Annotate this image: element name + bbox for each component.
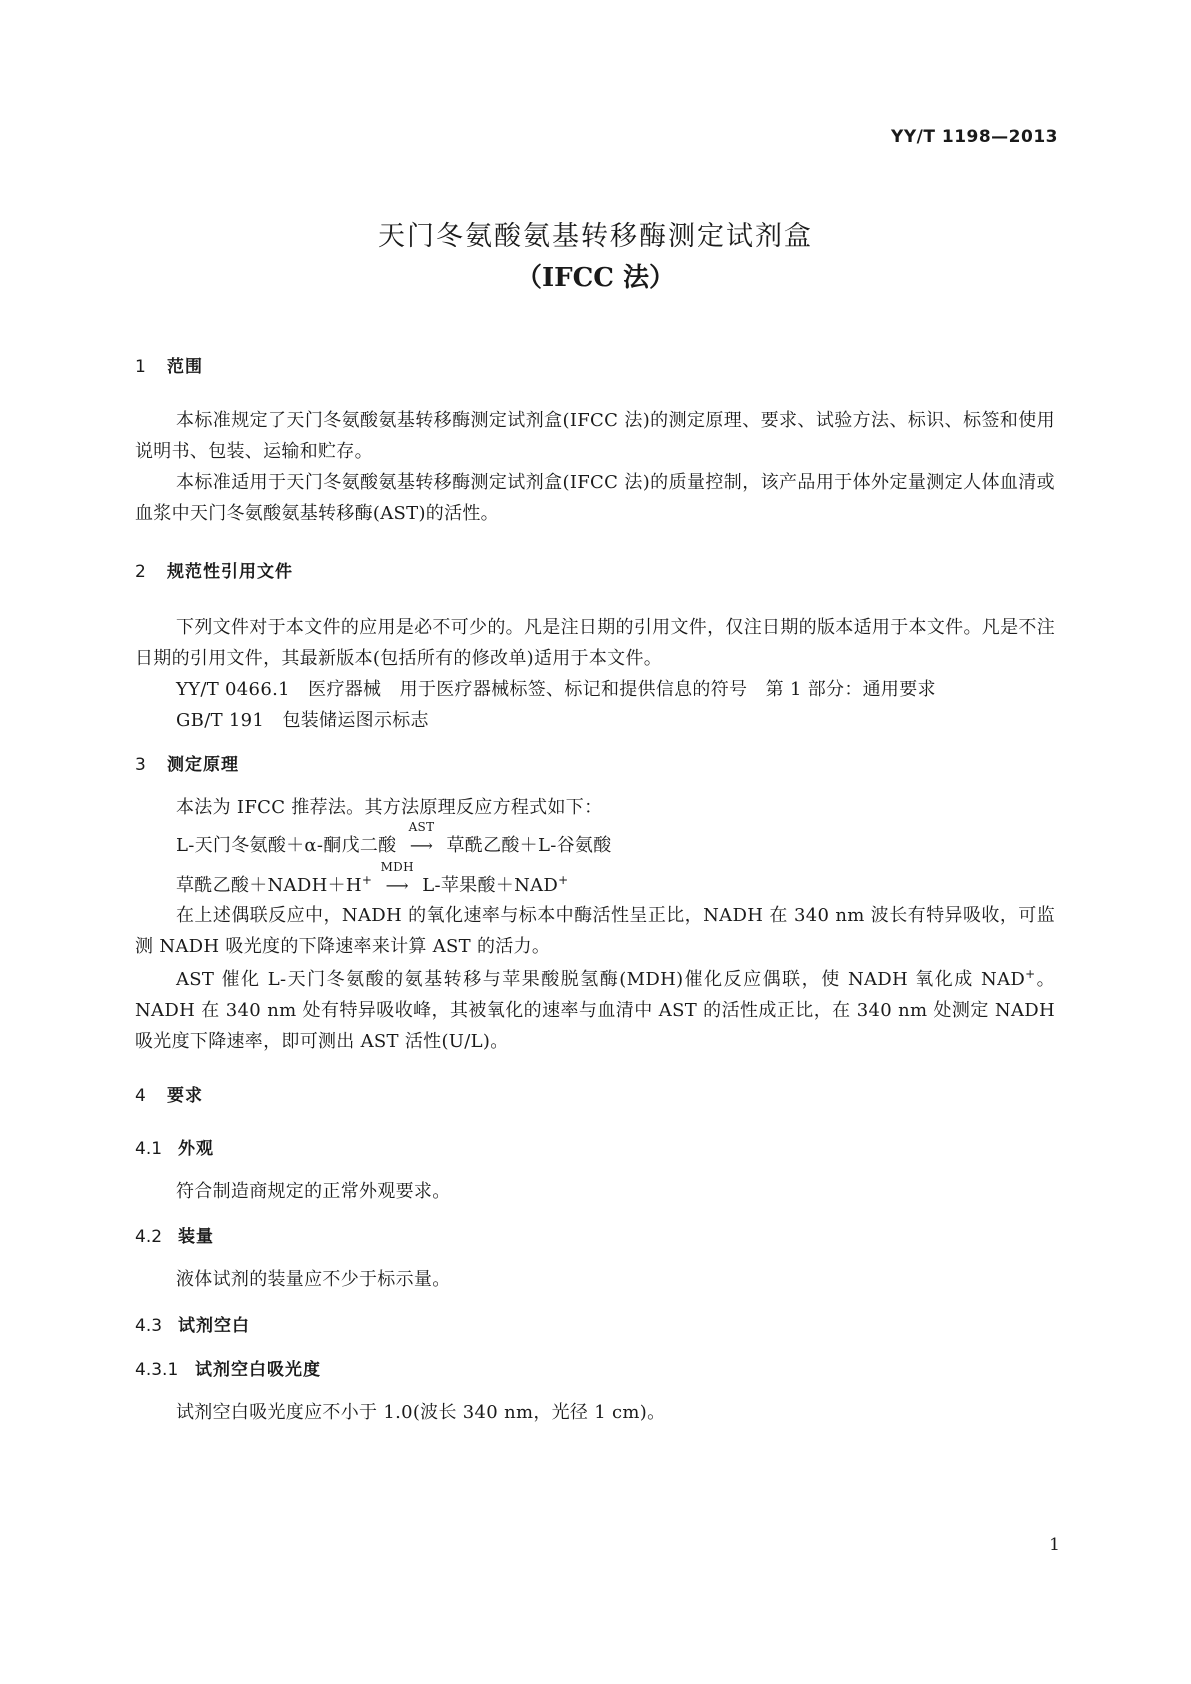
equation-products: L-苹果酸＋NAD [422,875,559,896]
section-4-3-1-heading [135,1355,321,1380]
paragraph: 在上述偶联反应中，NADH 的氧化速率与标本中酶活性呈正比，NADH 在 340 nm 波长有特异吸收，可监测 NADH 吸光度的下降速率来计算 AST 的活力。 [135,905,1055,957]
standard-number: YY/T 1198—2013 [891,127,1058,147]
section-title: 试剂空白吸光度 [195,1360,321,1380]
reaction-equation-1 [176,820,612,857]
superscript: + [558,873,569,887]
section-4-2-heading [135,1222,214,1247]
paragraph: 下列文件对于本文件的应用是必不可少的。凡是注日期的引用文件，仅注日期的版本适用于本文件。凡是不注日期的引用文件，其最新版本(包括所有的修改单)适用于本文件。 [135,617,1055,669]
paragraph: 符合制造商规定的正常外观要求。 [176,1181,451,1202]
paragraph: 试剂空白吸光度应不小于 1.0(波长 340 nm，光径 1 cm)。 [176,1402,666,1423]
document-title: 天门冬氨酸氨基转移酶测定试剂盒 [378,221,813,252]
reaction-arrow [374,860,420,896]
enzyme-label: MDH [380,860,414,874]
section-title: 规范性引用文件 [167,562,293,582]
paragraph: 液体试剂的装量应不少于标示量。 [176,1269,451,1290]
reaction-equation-2 [176,860,569,897]
equation-products: 草酰乙酸＋L-谷氨酸 [446,835,612,856]
reaction-arrow [398,820,444,856]
arrow-icon: ⟶ [385,876,409,895]
page-number: 1 [1049,1535,1060,1555]
section-title: 装量 [178,1227,214,1247]
document-subtitle: （IFCC 法） [515,263,676,293]
section-4-heading [135,1081,203,1106]
section-title: 外观 [178,1139,214,1159]
enzyme-label: AST [408,820,435,834]
section-number: 3 [135,755,146,775]
section-title: 试剂空白 [178,1316,250,1336]
section-2-heading [135,557,293,582]
section-number: 2 [135,562,146,582]
section-number: 4.2 [135,1227,163,1247]
section-title: 要求 [167,1086,203,1106]
paragraph: 本标准适用于天门冬氨酸氨基转移酶测定试剂盒(IFCC 法)的质量控制，该产品用于体外定量测定人体血清或血浆中天门冬氨酸氨基转移酶(AST)的活性。 [135,472,1055,524]
section-1-heading [135,352,203,377]
section-title: 测定原理 [167,755,239,775]
normative-reference: GB/T 191 包装储运图示标志 [176,710,429,731]
section-4-3-heading [135,1311,250,1336]
section-number: 4.1 [135,1139,163,1159]
section-number: 4.3 [135,1316,163,1336]
text-run: 。NADH 在 340 nm 处有特异吸收峰，其被氧化的速率与血清中 AST 的活性成正比，在 340 nm 处测定 NADH 吸光度下降速率，即可测出 AST 活性(U/L)。 [135,969,1055,1052]
normative-reference: YY/T 0466.1 医疗器械 用于医疗器械标签、标记和提供信息的符号 第 1 部分：通用要求 [176,679,936,700]
arrow-icon: ⟶ [409,836,434,855]
section-number: 1 [135,357,146,377]
section-3-heading [135,750,239,775]
paragraph: 本法为 IFCC 推荐法。其方法原理反应方程式如下： [176,797,603,818]
section-number: 4.3.1 [135,1360,179,1380]
section-number: 4 [135,1086,146,1106]
paragraph [135,959,1055,1057]
paragraph: 本标准规定了天门冬氨酸氨基转移酶测定试剂盒(IFCC 法)的测定原理、要求、试验方法、标识、标签和使用说明书、包装、运输和贮存。 [135,410,1055,462]
superscript: + [361,873,373,887]
section-4-1-heading [135,1134,214,1159]
section-title: 范围 [167,357,203,377]
equation-reactants: L-天门冬氨酸＋α-酮戊二酸 [176,835,397,856]
superscript: + [1025,967,1036,981]
equation-reactants: 草酰乙酸＋NADH＋H [176,875,362,896]
text-run: AST 催化 L-天门冬氨酸的氨基转移与苹果酸脱氢酶(MDH)催化反应偶联，使 NADH 氧化成 NAD [176,969,1026,990]
